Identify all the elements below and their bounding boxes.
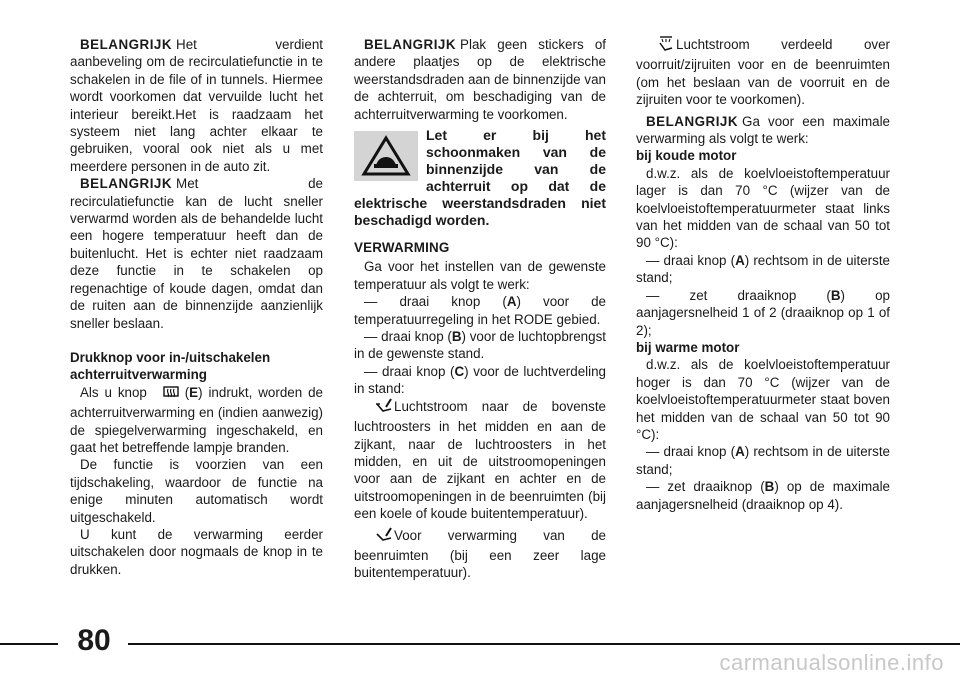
footer-rule-left — [0, 643, 58, 645]
rear-window-heating-icon — [153, 386, 179, 404]
important-label: BELANGRIJK — [80, 37, 173, 52]
important-label: BELANGRIJK — [646, 113, 739, 129]
step-knob-b: — draai knop (B) voor de luchtopbrengst in de gewenste stand. — [354, 329, 606, 362]
page-number: 80 — [77, 624, 111, 657]
section-heading-rear-window-heating: Drukknop voor in-/uitschakelen achterruitverwarming — [70, 349, 271, 383]
watermark: carmanualsonline.info — [719, 650, 944, 675]
mode-windscreen-feet: Luchtstroom verdeeld over voorruit/zijruiten voor en de beenruimten (om het beslaan van de voorruit en de zijruiten voor te voorkomen). — [636, 37, 890, 108]
mode-face-feet: Luchtstroom naar de bovenste luchtroosters in het midden en aan de zijkant, naar de luchtroosters in het midden, en uit de uitstroomopeningen voor aan de zijkant en achter en de uitstroomopeningen in de beenruimten (bij een koele of koude buitentemperatuur). — [354, 398, 606, 522]
heading-warm-engine: bij warme motor — [636, 339, 740, 355]
warm-engine-text: d.w.z. als de koelvloeistoftemperatuur hoger is dan 70 °C (wijzer van de koelvloeistoftemperatuurmeter staat boven het midden van de schaal van 50 tot 90 °C): — [636, 357, 890, 442]
paragraph-text: Ga voor een maximale verwarming als volgt te werk: — [636, 113, 890, 147]
column-left — [70, 36, 323, 578]
paragraph-recirculation-traffic — [70, 36, 323, 175]
warm-step-b: — zet draaiknop (B) op de maximale aanjagersnelheid (draaiknop op 4). — [636, 479, 890, 512]
warm-step-a: — draai knop (A) rechtsom in de uiterste stand; — [636, 444, 891, 477]
important-label: BELANGRIJK — [80, 176, 173, 192]
step-knob-a: — draai knop (A) voor de temperatuurregeling in het RODE gebied. — [354, 294, 607, 327]
paragraph-text: Plak geen stickers of andere plaatjes op de elektrische weerstandsdraden aan de binnenzijde van de achterruit, om beschadiging van de achterruitverwarming te voorkomen. — [354, 37, 606, 122]
paragraph-max-heating — [636, 113, 890, 148]
cold-engine-text: d.w.z. als de koelvloeistoftemperatuur lager is dan 70 °C (wijzer van de koelvloeistoftemperatuurmeter staat links van het midden van de schaal van 50 tot 90 °C): — [636, 165, 890, 251]
paragraph-switch-off: U kunt de verwarming eerder uitschakelen door nogmaals de knop in te drukken. — [70, 526, 323, 577]
paragraph-timer: De functie is voorzien van een tijdschakeling, waardoor de functie na enige minuten automatisch wordt uitgeschakeld. — [70, 457, 323, 525]
button-letter: E — [189, 384, 199, 400]
heating-intro: Ga voor het instellen van de gewenste temperatuur als volgt te werk: — [354, 259, 606, 292]
paragraph-stickers — [354, 36, 606, 123]
cold-step-a: — draai knop (A) rechtsom in de uiterste stand; — [636, 252, 891, 286]
important-label: BELANGRIJK — [364, 37, 457, 52]
heading-cold-engine: bij koude motor — [636, 148, 737, 164]
mode-feet: Voor verwarming van de beenruimten (bij een zeer lage buitentemperatuur). — [354, 527, 606, 581]
footer-rule-right — [128, 643, 960, 645]
step-knob-c: — draai knop (C) voor de luchtverdeling in stand: — [354, 363, 606, 397]
paragraph-text: Met de recirculatiefunctie kan de lucht sneller verwarmd worden als de behandelde lucht een hogere temperatuur heeft dan de buitenlucht. Het is echter niet raadzaam deze functie in te schakelen op regenachtige of koude dagen, omdat dan de ruiten aan de binnenzijde aanzienlijk sneller beslaan. — [70, 176, 323, 331]
air-distribution-windscreen-feet-icon — [646, 36, 676, 56]
column-middle — [354, 36, 606, 582]
warning-triangle-icon — [354, 131, 418, 181]
air-distribution-face-feet-icon — [364, 398, 394, 418]
paragraph-rear-heating-button: Als u knop (E) indrukt, worden de achterruitverwarming en (indien aanwezig) de spiegelverwarming ingeschakeld, en gaat het betreffende lampje branden. — [70, 384, 323, 455]
cold-step-b: — zet draaiknop (B) op aanjagersnelheid 1 of 2 (draaiknop op 1 of 2); — [636, 287, 890, 338]
paragraph-recirculation-heating — [70, 175, 323, 332]
column-right — [636, 36, 890, 513]
warning-text: Let er bij het schoonmaken van de binnenzijde van de achterruit op dat de elektrische weerstandsdraden niet beschadigd worden. — [354, 127, 606, 229]
section-title-heating: VERWARMING — [354, 240, 450, 256]
paragraph-text: Het verdient aanbeveling om de recirculatiefunctie in te schakelen in de file of in tunnels. Hiermee wordt voorkomen dat vervuilde lucht het interieur bereikt.Het is raadzaam het systeem niet lang achter elkaar te gebruiken, vooral ook niet als u met meerdere personen in de auto zit. — [70, 37, 323, 174]
air-distribution-feet-icon — [364, 527, 394, 547]
warning-box — [354, 127, 606, 229]
